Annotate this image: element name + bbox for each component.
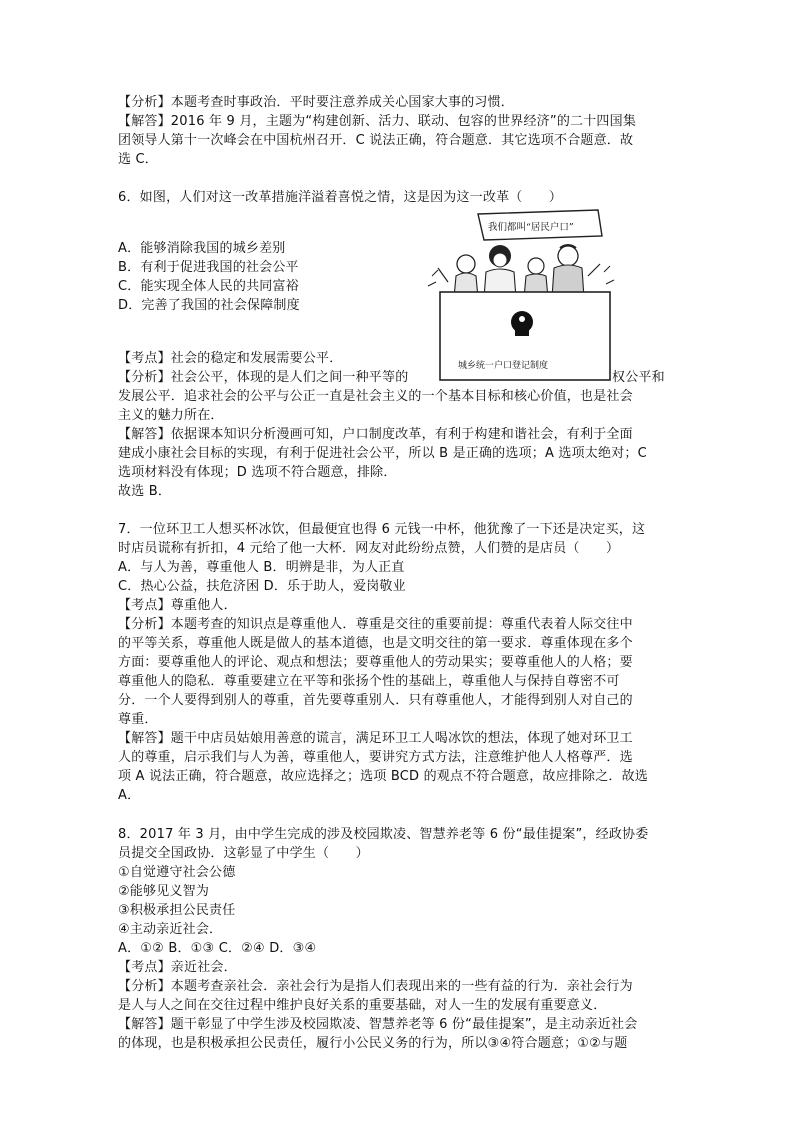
q8-stem-line-2: 员提交全国政协．这彰显了中学生（ ） (118, 846, 369, 861)
q8-answer-line-2: 的体现，也是积极承担公民责任，履行小公民义务的行为，所以③④符合题意；①②与题 (118, 1036, 628, 1051)
q8-answer-line-1: 【解答】题干彰显了中学生涉及校园欺凌、智慧养老等 6 份“最佳提案”，是主动亲近社会 (118, 1017, 638, 1032)
q6-answer-line-2: 建成小康社会目标的实现，有利于促进社会公平，所以 B 是正确的选项；A 选项太绝对；C (118, 446, 647, 461)
q6-cartoon (418, 206, 618, 384)
q7-analysis-line-2: 的平等关系，尊重他人既是做人的基本道德，也是文明交往的第一要求．尊重体现在多个 (118, 636, 633, 651)
q6-answer-line-1: 【解答】依据课本知识分析漫画可知，户口制度改革，有利于构建和谐社会，有利于全面 (118, 427, 633, 442)
q8-analysis-line-2: 是人与人之间在交往过程中维护良好关系的重要基础，对人一生的发展有重要意义． (118, 998, 607, 1013)
q7-answer-line-1: 【解答】题干中店员姑娘用善意的谎言，满足环卫工人喝冰饮的想法，体现了她对环卫工 (118, 731, 633, 746)
q6-cartoon-sign: 城乡统一户口登记制度 (458, 361, 549, 371)
q6-option-c: C．能实现全体人民的共同富裕 (118, 279, 299, 294)
q8-item-3: ③积极承担公民责任 (118, 903, 236, 918)
q6-cartoon-speech: 我们都叫“居民户口” (488, 222, 574, 233)
q5-answer-line-2: 团领导人第十一次峰会在中国杭州召开．C 说法正确，符合题意．其它选项不合题意．故 (118, 133, 634, 148)
q7-options-line-1: A．与人为善，尊重他人 B．明辨是非，为人正直 (118, 560, 405, 575)
q6-analysis-line-2: 发展公平．追求社会的公平与公正一直是社会主义的一个基本目标和核心价值，也是社会 (118, 389, 633, 404)
q8-item-1: ①自觉遵守社会公德 (118, 865, 236, 880)
q5-analysis: 【分析】本题考查时事政治．平时要注意养成关心国家大事的习惯． (118, 95, 515, 110)
q7-answer-line-4: A． (118, 788, 141, 803)
q6-option-d: D．完善了我国的社会保障制度 (118, 298, 300, 313)
q8-item-4: ④主动亲近社会． (118, 922, 223, 937)
q6-analysis-line-3: 主义的魅力所在． (118, 408, 224, 423)
q7-answer-line-2: 人的尊重，启示我们与人为善，尊重他人，要讲究方式方法，注意维护他人人格尊严．选 (118, 750, 633, 765)
q6-answer-line-4: 故选 B． (118, 484, 172, 499)
q7-analysis-line-1: 【分析】本题考查的知识点是尊重他人．尊重是交往的重要前提：尊重代表着人际交往中 (118, 617, 633, 632)
q7-analysis-line-5: 分．一个人要得到别人的尊重，首先要尊重别人．只有尊重他人，才能得到别人对自己的 (118, 693, 633, 708)
q7-kaodian: 【考点】尊重他人． (118, 598, 237, 613)
q6-answer-line-3: 选项材料没有体现；D 选项不符合题意，排除． (118, 465, 397, 480)
q7-options-line-2: C．热心公益，扶危济困 D．乐于助人，爱岗敬业 (118, 579, 406, 594)
q5-answer-line-1: 【解答】2016 年 9 月，主题为“构建创新、活力、联动、包容的世界经济”的二十四国集 (118, 114, 637, 129)
q8-options: A．①② B．①③ C．②④ D．③④ (118, 941, 317, 956)
q7-analysis-line-3: 方面：要尊重他人的评论、观点和想法；要尊重他人的劳动果实；要尊重他人的人格；要 (118, 655, 633, 670)
q5-answer-line-3: 选 C． (118, 152, 159, 167)
q8-item-2: ②能够见义智为 (118, 884, 210, 899)
q6-analysis-line-1-left: 【分析】社会公平，体现的是人们之间一种平等的 (118, 370, 409, 385)
q6-option-b: B．有利于促进我国的社会公平 (118, 260, 299, 275)
q7-answer-line-3: 项 A 说法正确，符合题意，故应选择之；选项 BCD 的观点不符合题意，故应排除之．故选 (118, 769, 649, 784)
q6-stem: 6．如图，人们对这一改革措施洋溢着喜悦之情，这是因为这一改革（ ） (118, 190, 563, 205)
q8-analysis-line-1: 【分析】本题考查亲社会．亲社会行为是指人们表现出来的一些有益的行为．亲社会行为 (118, 979, 633, 994)
q7-analysis-line-4: 尊重他人的隐私．尊重要建立在平等和张扬个性的基础上，尊重他人与保持自尊密不可 (118, 674, 620, 689)
q8-kaodian: 【考点】亲近社会． (118, 960, 237, 975)
q6-analysis-line-1-right: 权公平和 (612, 370, 665, 385)
q7-analysis-line-6: 尊重． (118, 712, 158, 727)
q6-option-a: A．能够消除我国的城乡差别 (118, 241, 286, 256)
q6-kaodian: 【考点】社会的稳定和发展需要公平． (118, 351, 343, 366)
q7-stem-line-1: 7．一位环卫工人想买杯冰饮，但最便宜也得 6 元钱一中杯，他犹豫了一下还是决定买，这 (118, 522, 646, 537)
q7-stem-line-2: 时店员谎称有折扣，4 元给了他一大杯．网友对此纷纷点赞，人们赞的是店员（ ） (118, 541, 620, 556)
q8-stem-line-1: 8．2017 年 3 月，由中学生完成的涉及校园欺凌、智慧养老等 6 份“最佳提案”，经政协委 (118, 827, 649, 842)
